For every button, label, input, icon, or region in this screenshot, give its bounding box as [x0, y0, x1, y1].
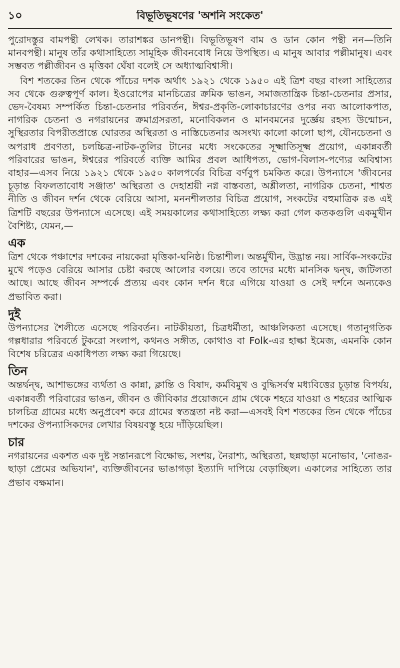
- section-heading-four: চার: [8, 435, 25, 450]
- page-header: [8, 10, 392, 29]
- section-text-three: অন্তর্দ্বন্দ্ব, আশাভঙ্গের ব্যর্থতা ও কান্না, ক্লান্তি ও বিষাদ, কর্মবিমুখ ও বুদ্ধিসর্বস্ব মধ্যবিত্তের চূড়ান্ত বিপর্যয়, একান্নবর্তী পরিবারের ভাঙন, জীবন ও জীবিকার প্রয়োজনে গ্রাম থেকে শহরে যাওয়া ও শহরের আত্মিক চালচিত্র গ্রামের মধ্যে অনুপ্রবেশ করে গ্রামের স্বতন্ত্রতা নষ্ট করা—এসবই বিশ শতকের তিন থেকে পাঁচের দশকের ঔপন্যাসিকদের লেখার বিষয়বস্তু হয়ে দাঁড়িয়েছিল।: [8, 380, 392, 432]
- section-text-one: ত্রিশ থেকে পঞ্চাশের দশকের নায়কেরা মৃত্তিকা-ঘনিষ্ঠ। চিন্তাশীল। অন্তর্মুখীন, উদ্ভ্রান্ত নয়। সার্বিক-সংকটের মুখে পড়েও বেরিয়ে আসার চেষ্টা করছে আলোর বলয়ে। তবে তাদের মধ্যে মানসিক দ্বন্দ্ব, জটিলতা আছে। আছে জীবন সম্পর্কে প্রত্যয় এবং কোন দর্শন ধরে এগিয়ে যাওয়া ও সেই দর্শনে অন্যকেও প্রভাবিত করা।: [8, 252, 392, 303]
- intro-paragraph: পুরোদস্তুর বামপন্থী লেখক। তারাশঙ্কর ডানপন্থী। বিভূতিভূষণ বাম ও ডান কোন পন্থী নন—তিনি মানবপন্থী। মানুষ তাঁর কথাসাহিত্যে সামূহিক জীবনবোধ নিয়ে উপস্থিত। এ মানুষ আবার পল্লীমানুষ। এবং সম্ভবত পল্লীজীবন ও মৃত্তিকা ঘেঁষা বলেই সে অধ্যাত্মবিশ্বাসী।: [8, 35, 392, 73]
- section-text-four: নগরায়নের একশত এক দুষ্ট সন্তানরূপে বিক্ষোভ, সংশয়, নৈরাশ্য, অস্থিরতা, ছন্নছাড়া মনোভাব, 'নোঙর-ছাড়া প্রেমের অভিযান', ব্যক্তিজীবনের ভাঙাগড়া ইত্যাদি দাপিয়ে বেড়াচ্ছিল। একালের সাহিত্যে তার প্রভাব বক্ষমান।: [8, 451, 392, 489]
- section-heading-one: এক: [8, 236, 26, 251]
- section-heading-three: তিন: [8, 364, 28, 379]
- section-heading-two: দুই: [8, 306, 21, 321]
- page-number: ১০: [8, 10, 23, 22]
- running-title: বিভূতিভূষণের 'অশনি সংকেত': [136, 10, 264, 22]
- main-paragraph: বিশ শতকের তিন থেকে পাঁচের দশক অর্থাৎ ১৯২১ থেকে ১৯৫০ এই ত্রিশ বছর বাংলা সাহিত্যের সব থেকে গুরুত্বপূর্ণ কাল। ইওরোপের মানচিত্রের ক্রমিক ভাঙন, সমাজতান্ত্রিক চিন্তা-চেতনার প্রসার, ভেদ-বৈষম্য সম্পর্কিত চিন্তা-চেতনার পরিবর্তন, ঈশ্বর-প্রকৃতি-লোকাচারণের ওপর নব্য আলোকপাত, নাগরিক চেতনা ও নগরায়নের ক্রমাগ্রসরতা, মনোবিকলন ও মানবমনের দুর্জ্ঞেয় রহস্য উন্মোচন, সুস্থিরতার বিপরীতপ্রান্তে ঘোরতর অস্থিরতা ও নাস্তিচেতনার অসংখ্য কালো কালো ছাপ, যৌনচেতনা ও অপরাধ প্রবণতা, চলচ্চিত্র-নাটক-তুলির টানের মধ্যে সংকেতের সূক্ষ্মাতিসূক্ষ্ম প্রয়োগ, একান্নবর্তী পরিবারের ভাঙন, ঈশ্বরের পরিবর্তে ব্যক্তি আমির প্রবল আধিপত্য, ভোগ-বিলাস-পণ্যের অবিশ্বাস্য বাহার—এসব নিয়ে ১৯২১ থেকে ১৯৫০ কালপর্বের বিচিত্র বর্ণবুপ চমকিত করে। উপন্যাসে 'জীবনের চূড়ান্ত বিফলতাবোধ সঞ্জাত' অস্থিরতা ও দেহাশ্রয়ী নগ্ন বাস্তবতা, অশ্লীলতা, নাগরিক চেতনা, শাশ্বত নীতি ও জীবন দর্শন থেকে বেরিয়ে আসা, মননশীলতার বিচিত্র প্রয়োগ, সংকটের বহুমাত্রিক রঙ এই ত্রিশটি বছরের উপন্যাসে এসেছে। এই সময়কালের কথাসাহিত্যে লক্ষ্য করা গেল কতকগুলি একমুখীন বৈশিষ্ট্য, যেমন,—: [8, 75, 392, 232]
- book-page: [8, 10, 392, 660]
- section-text-two: উপন্যাসের শৈলীতে এসেছে পরিবর্তন। নাটকীয়তা, চিত্রধর্মীতা, আঞ্চলিকতা এসেছে। গতানুগতিক গল্পধারার পরিবর্তে টুকরো সংলাপ, কথনও সঙ্গীত, কোথাও বা Folk-এর হাল্কা ইমেজ, এমনকি কোন বিশেষ চরিত্রের একাধিপত্য লক্ষ্য করা গিয়েছে।: [8, 322, 392, 361]
